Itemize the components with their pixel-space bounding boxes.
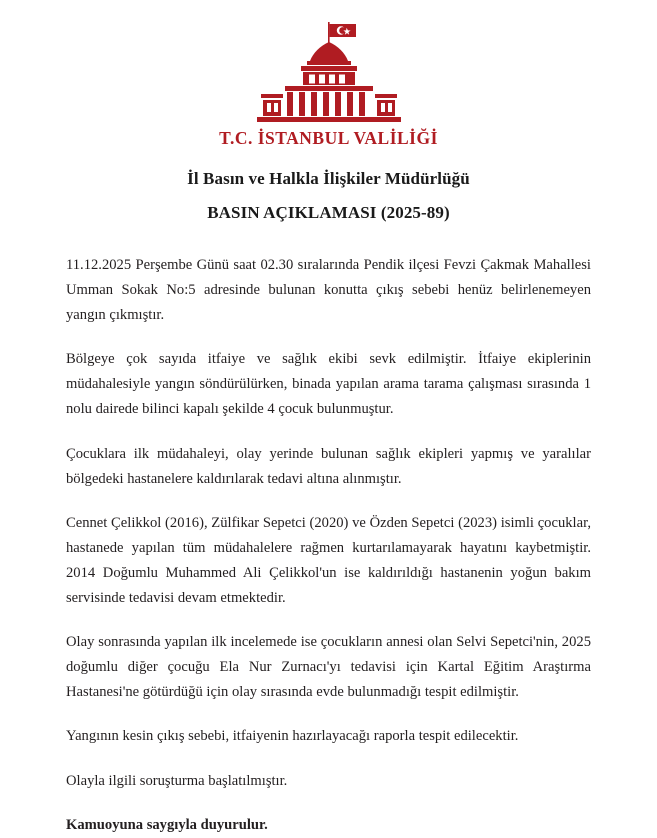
emblem-block (66, 22, 591, 149)
paragraph: Cennet Çelikkol (2016), Zülfikar Sepetci (2020) ve Özden Sepetci (2023) isimli çocuklar, hastanede yapılan tüm müdahalelere rağmen kurtarılamayarak hayatını kaybetmiştir. 2014 Doğumlu Muhammed Ali Çelikkol'un ise kaldırıldığı hastanenin yoğun bakım servisinde tedavisi devam etmektedir. (66, 514, 591, 607)
closing-statement: Kamuoyuna saygıyla duyurulur. (66, 816, 268, 833)
document-body (66, 253, 591, 838)
paragraph: 11.12.2025 Perşembe Günü saat 02.30 sıralarında Pendik ilçesi Fevzi Çakmak Mahallesi Umman Sokak No:5 adresinde bulunan konutta çıkış sebebi henüz belirlenemeyen yangın çıkmıştır. (66, 257, 591, 324)
paragraph: Çocuklara ilk müdahaleyi, olay yerinde bulunan sağlık ekipleri yapmış ve yaralılar bölgedeki hastanelere kaldırılarak tedavi altına alınmıştır. (66, 445, 591, 487)
paragraph: Bölgeye çok sayıda itfaiye ve sağlık ekibi sevk edilmiştir. İtfaiye ekiplerinin müdahalesiyle yangın söndürülürken, binada yapılan arama tarama çalışması sırasında 1 nolu dairede bilinci kapalı şekilde 4 çocuk bulunmuştur. (66, 351, 591, 418)
istanbul-governorship-building-emblem-icon (229, 22, 429, 126)
paragraph: Yangının kesin çıkış sebebi, itfaiyenin hazırlayacağı raporla tespit edilecektir. (66, 728, 519, 745)
paragraph: Olay sonrasında yapılan ilk incelemede ise çocukların annesi olan Selvi Sepetci'nin, 2025 doğumlu diğer çocuğu Ela Nur Zurnacı'yı tedavisi için Kartal Eğitim Araştırma Hastanesi'ne götürdüğü için olay sırasında evde bulunmadığı tespit edilmiştir. (66, 634, 591, 701)
institution-name: T.C. İSTANBUL VALİLİĞİ (219, 128, 438, 148)
heading-department: İl Basın ve Halkla İlişkiler Müdürlüğü (187, 169, 470, 188)
document-heading (66, 169, 591, 223)
paragraph: Olayla ilgili soruşturma başlatılmıştır. (66, 772, 288, 789)
heading-statement-number: BASIN AÇIKLAMASI (2025-89) (207, 203, 450, 222)
